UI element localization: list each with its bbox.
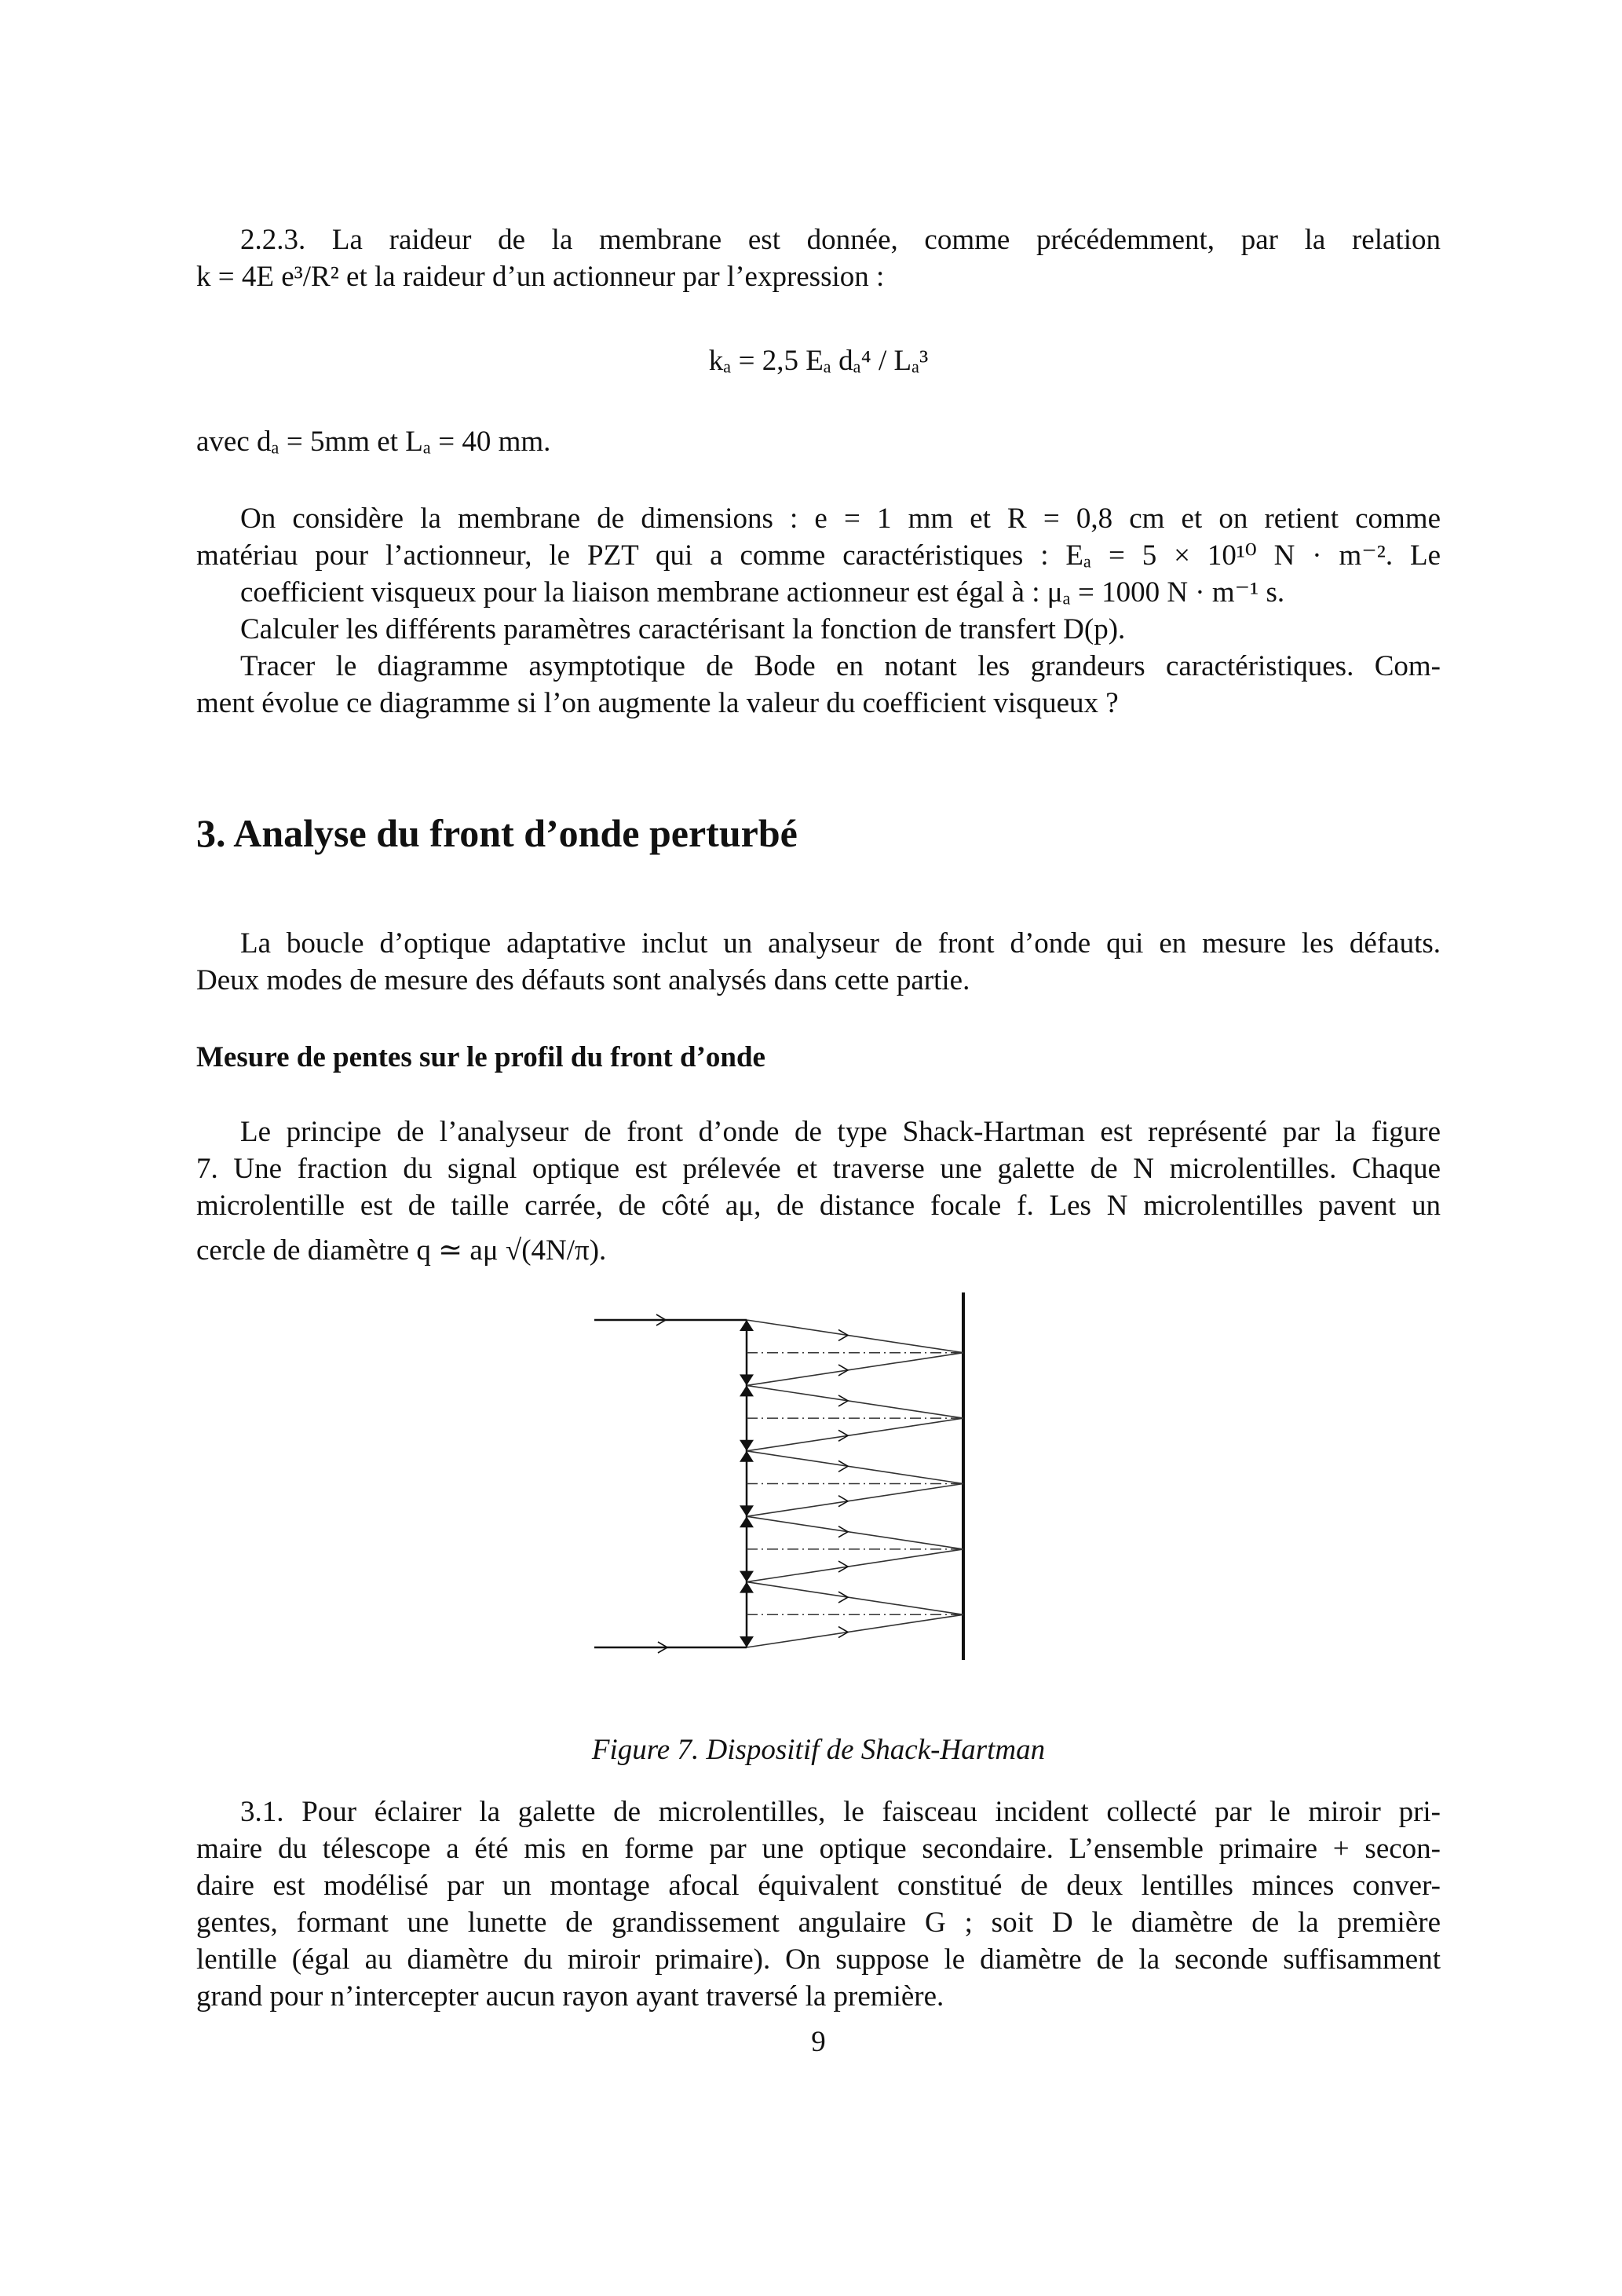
lens-up-arrow-icon <box>740 1320 754 1331</box>
lens-down-arrow-icon <box>740 1374 754 1385</box>
paragraph-line: 2.2.3. La raideur de la membrane est donnée, comme précédemment, par la relation <box>240 224 1441 256</box>
paragraph-line: Tracer le diagramme asymptotique de Bode en notant les grandeurs caractéristiques. Com- <box>240 650 1441 682</box>
paragraph-line: grand pour n’intercepter aucun rayon ayant traversé la première. <box>196 1980 944 2013</box>
section-heading: 3. Analyse du front d’onde perturbé <box>196 811 798 855</box>
lens-up-arrow-icon <box>740 1385 754 1396</box>
figure-caption: Figure 7. Dispositif de Shack-Hartman <box>591 1734 1046 1766</box>
paragraph-line: matériau pour l’actionneur, le PZT qui a comme caractéristiques : Eₐ = 5 × 10¹⁰ N · m⁻². Le <box>196 539 1441 572</box>
refracted-ray <box>747 1451 963 1484</box>
refracted-ray <box>747 1320 963 1353</box>
paragraph-line: daire est modélisé par un montage afocal équivalent constitué de deux lentilles minces conver- <box>196 1870 1441 1902</box>
paragraph-line: Le principe de l’analyseur de front d’onde de type Shack-Hartman est représenté par la figure <box>240 1116 1441 1148</box>
paragraph-line: k = 4E e³/R² et la raideur d’un actionneur par l’expression : <box>196 261 885 293</box>
lens-down-arrow-icon <box>740 1505 754 1516</box>
paragraph-line: maire du télescope a été mis en forme par une optique secondaire. L’ensemble primaire + secon- <box>196 1833 1441 1865</box>
refracted-ray <box>747 1614 963 1647</box>
lens-down-arrow-icon <box>740 1571 754 1582</box>
refracted-ray <box>747 1582 963 1615</box>
paragraph-line: 3.1. Pour éclairer la galette de microlentilles, le faisceau incident collecté par le miroir pri- <box>240 1796 1441 1828</box>
paragraph-line: ment évolue ce diagramme si l’on augmente la valeur du coefficient visqueux ? <box>196 687 1119 719</box>
subsection-heading: Mesure de pentes sur le profil du front d’onde <box>196 1041 765 1073</box>
refracted-ray <box>747 1385 963 1418</box>
paragraph-line: cercle de diamètre q ≃ aμ √(4N/π). <box>196 1234 607 1267</box>
lens-up-arrow-icon <box>740 1451 754 1462</box>
paragraph-line: Calculer les différents paramètres caractérisant la fonction de transfert D(p). <box>240 613 1126 645</box>
paragraph-line: gentes, formant une lunette de grandissement angulaire G ; soit D le diamètre de la première <box>196 1907 1441 1939</box>
lens-up-arrow-icon <box>740 1516 754 1527</box>
lens-up-arrow-icon <box>740 1582 754 1593</box>
lens-down-arrow-icon <box>740 1440 754 1451</box>
paragraph-line: La boucle d’optique adaptative inclut un analyseur de front d’onde qui en mesure les défauts. <box>240 927 1441 960</box>
lens-down-arrow-icon <box>740 1636 754 1647</box>
paragraph-line: lentille (égal au diamètre du miroir primaire). On suppose le diamètre de la seconde suffisamment <box>196 1943 1441 1976</box>
paragraph-line: Deux modes de mesure des défauts sont analysés dans cette partie. <box>196 964 970 996</box>
refracted-ray <box>747 1549 963 1582</box>
page-number: 9 <box>811 2026 826 2058</box>
paragraph-line: 7. Une fraction du signal optique est prélevée et traverse une galette de N microlentilles. Chaque <box>196 1153 1441 1185</box>
equation-ka: kₐ = 2,5 Eₐ dₐ⁴ / Lₐ³ <box>708 345 929 377</box>
refracted-ray <box>747 1516 963 1549</box>
refracted-ray <box>747 1484 963 1517</box>
refracted-ray <box>747 1418 963 1451</box>
refracted-ray <box>747 1353 963 1386</box>
paragraph-line: avec dₐ = 5mm et Lₐ = 40 mm. <box>196 426 551 458</box>
paragraph-line: microlentille est de taille carrée, de côté aμ, de distance focale f. Les N microlentilles pavent un <box>196 1190 1441 1222</box>
paragraph-line: On considère la membrane de dimensions : e = 1 mm et R = 0,8 cm et on retient comme <box>240 503 1441 535</box>
paragraph-line: coefficient visqueux pour la liaison membrane actionneur est égal à : μₐ = 1000 N · m⁻¹ s. <box>240 576 1285 609</box>
